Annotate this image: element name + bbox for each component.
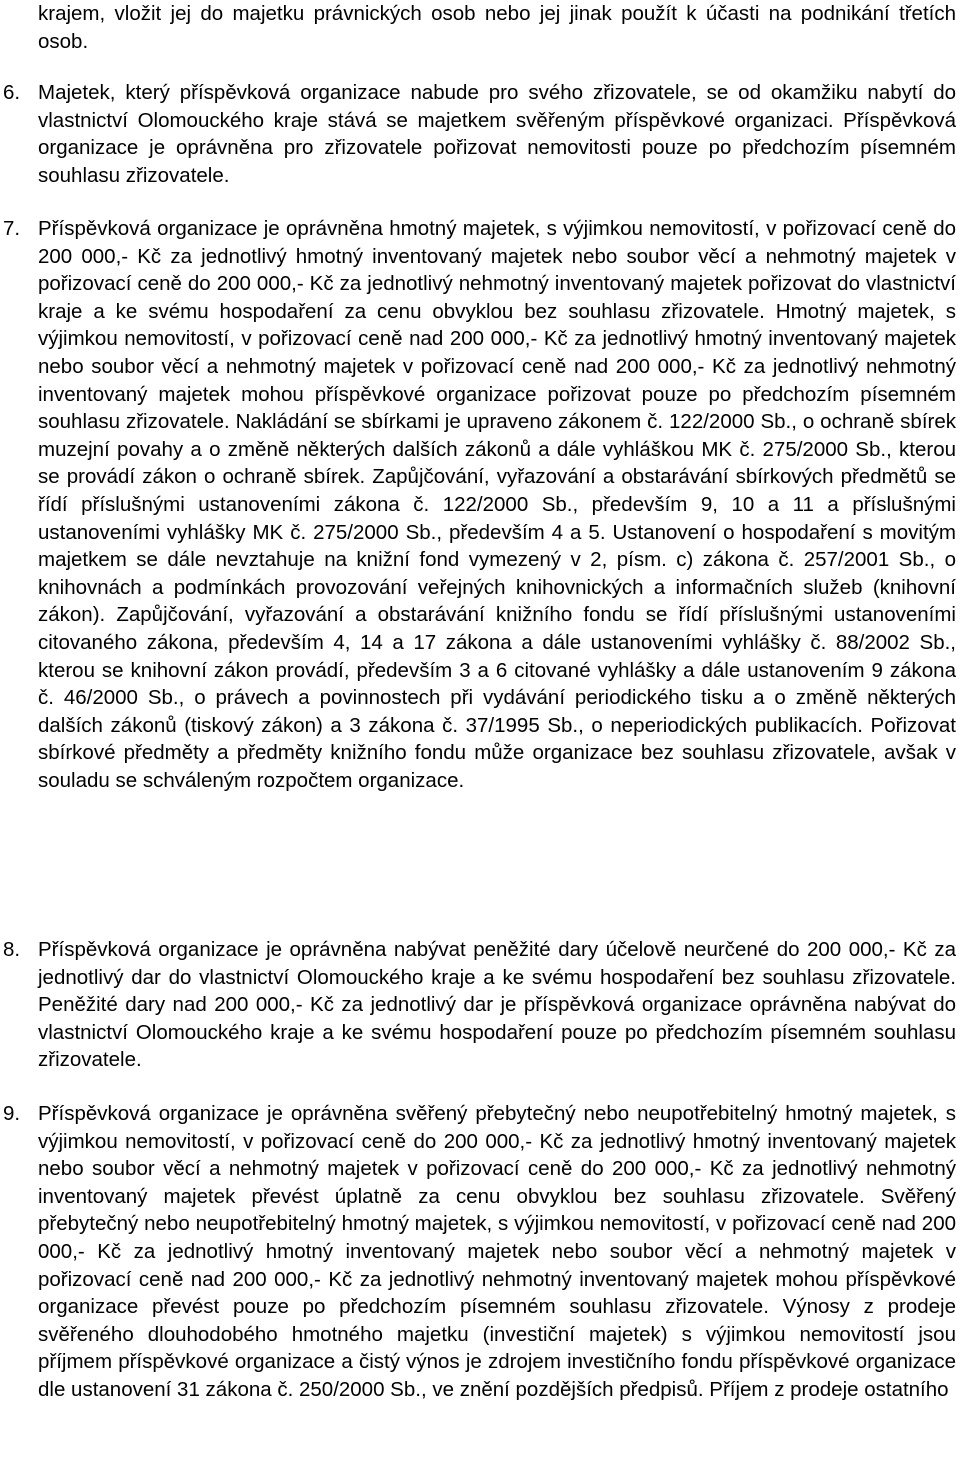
item-number: 6. <box>3 81 21 104</box>
paragraph-text: Příspěvková organizace je oprávněna hmotný majetek, s výjimkou nemovitostí, v pořizovací ceně do 200 000,- Kč za jednotlivý hmotný inventovaný majetek nebo soubor věcí a nehmotný majetek v pořizovací ceně do 200 000,- Kč za jednotlivý nehmotný inventovaný majetek pořizovat do vlastnictví kraje a ke svému hospodaření za cenu obvyklou bez souhlasu zřizovatele. Hmotný majetek, s výjimkou nemovitostí, v pořizovací ceně nad 200 000,- Kč za jednotlivý hmotný inventovaný majetek nebo soubor věcí a nehmotný majetek v pořizovací ceně nad 200 000,- Kč za jednotlivý nehmotný inventovaný majetek mohou příspěvkové organizace pořizovat pouze po předchozím písemném souhlasu zřizovatele. Nakládání se sbírkami je upraveno zákonem č. 122/2000 Sb., o ochraně sbírek muzejní povahy a o změně některých dalších zákonů a dále vyhláškou MK č. 275/2000 Sb., kterou se provádí zákon o ochraně sbírek. Zapůjčování, vyřazování a obstarávání sbírkových předmětů se řídí příslušnými ustanoveními zákona č. 122/2000 Sb., především 9, 10 a 11 a příslušnými ustanoveními vyhlášky MK č. 275/2000 Sb., především 4 a 5. Ustanovení o hospodaření s movitým majetkem se dále nevztahuje na knižní fond vymezený v 2, písm. c) zákona č. 257/2001 Sb., o knihovnách a podmínkách provozování veřejných knihovnických a informačních služeb (knihovní zákon). Zapůjčování, vyřazování a obstarávání knižního fondu se řídí příslušnými ustanoveními citovaného zákona, především 4, 14 a 17 zákona a dále ustanoveními vyhlášky č. 88/2002 Sb., kterou se knihovní zákon provádí, především 3 a 6 citované vyhlášky a dále ustanovením 9 zákona č. 46/2000 Sb., o právech a povinnostech při vydávání periodického tisku a o změně některých dalších zákonů (tiskový zákon) a 3 zákona č. 37/1995 Sb., o neperiodických publikacích. Pořizovat sbírkové předměty a předměty knižního fondu může organizace bez souhlasu zřizovatele, avšak v souladu se schváleným rozpočtem organizace. <box>38 217 956 792</box>
paragraph-text: Majetek, který příspěvková organizace nabude pro svého zřizovatele, se od okamžiku nabytí do vlastnictví Olomouckého kraje stává se majetkem svěřeným příspěvkové organizaci. Příspěvková organizace je oprávněna pro zřizovatele pořizovat nemovitosti pouze po předchozím písemném souhlasu zřizovatele. <box>38 81 956 187</box>
item-number: 9. <box>3 1102 21 1125</box>
paragraph-text: Příspěvková organizace je oprávněna svěřený přebytečný nebo neupotřebitelný hmotný majetek, s výjimkou nemovitostí, v pořizovací ceně do 200 000,- Kč za jednotlivý hmotný inventovaný majetek nebo soubor věcí a nehmotný majetek v pořizovací ceně do 200 000,- Kč za jednotlivý nehmotný inventovaný majetek převést úplatně za cenu obvyklou bez souhlasu zřizovatele. Svěřený přebytečný nebo neupotřebitelný hmotný majetek, s výjimkou nemovitostí, v pořizovací ceně nad 200 000,- Kč za jednotlivý hmotný inventovaný majetek nebo soubor věcí a nehmotný majetek v pořizovací ceně nad 200 000,- Kč za jednotlivý nehmotný inventovaný majetek mohou příspěvkové organizace převést pouze po předchozím písemném souhlasu zřizovatele. Výnosy z prodeje svěřeného dlouhodobého hmotného majetku (investiční majetek) s výjimkou nemovitostí jsou příjmem příspěvkové organizace a čistý výnos je zdrojem investičního fondu příspěvkové organizace dle ustanovení 31 zákona č. 250/2000 Sb., ve znění pozdějších předpisů. Příjem z prodeje ostatního <box>38 1102 956 1401</box>
item-number: 7. <box>3 217 21 240</box>
paragraph-text: Příspěvková organizace je oprávněna nabývat peněžité dary účelově neurčené do 200 000,- Kč za jednotlivý dar do vlastnictví Olomouckého kraje a ke svému hospodaření bez souhlasu zřizovatele. Peněžité dary nad 200 000,- Kč za jednotlivý dar je příspěvková organizace oprávněna nabývat do vlastnictví Olomouckého kraje a ke svému hospodaření pouze po předchozím písemném souhlasu zřizovatele. <box>38 938 956 1072</box>
paragraph-text: krajem, vložit jej do majetku právnických osob nebo jej jinak použít k účasti na podnikání třetích osob. <box>38 2 956 53</box>
item-number: 8. <box>3 938 21 961</box>
